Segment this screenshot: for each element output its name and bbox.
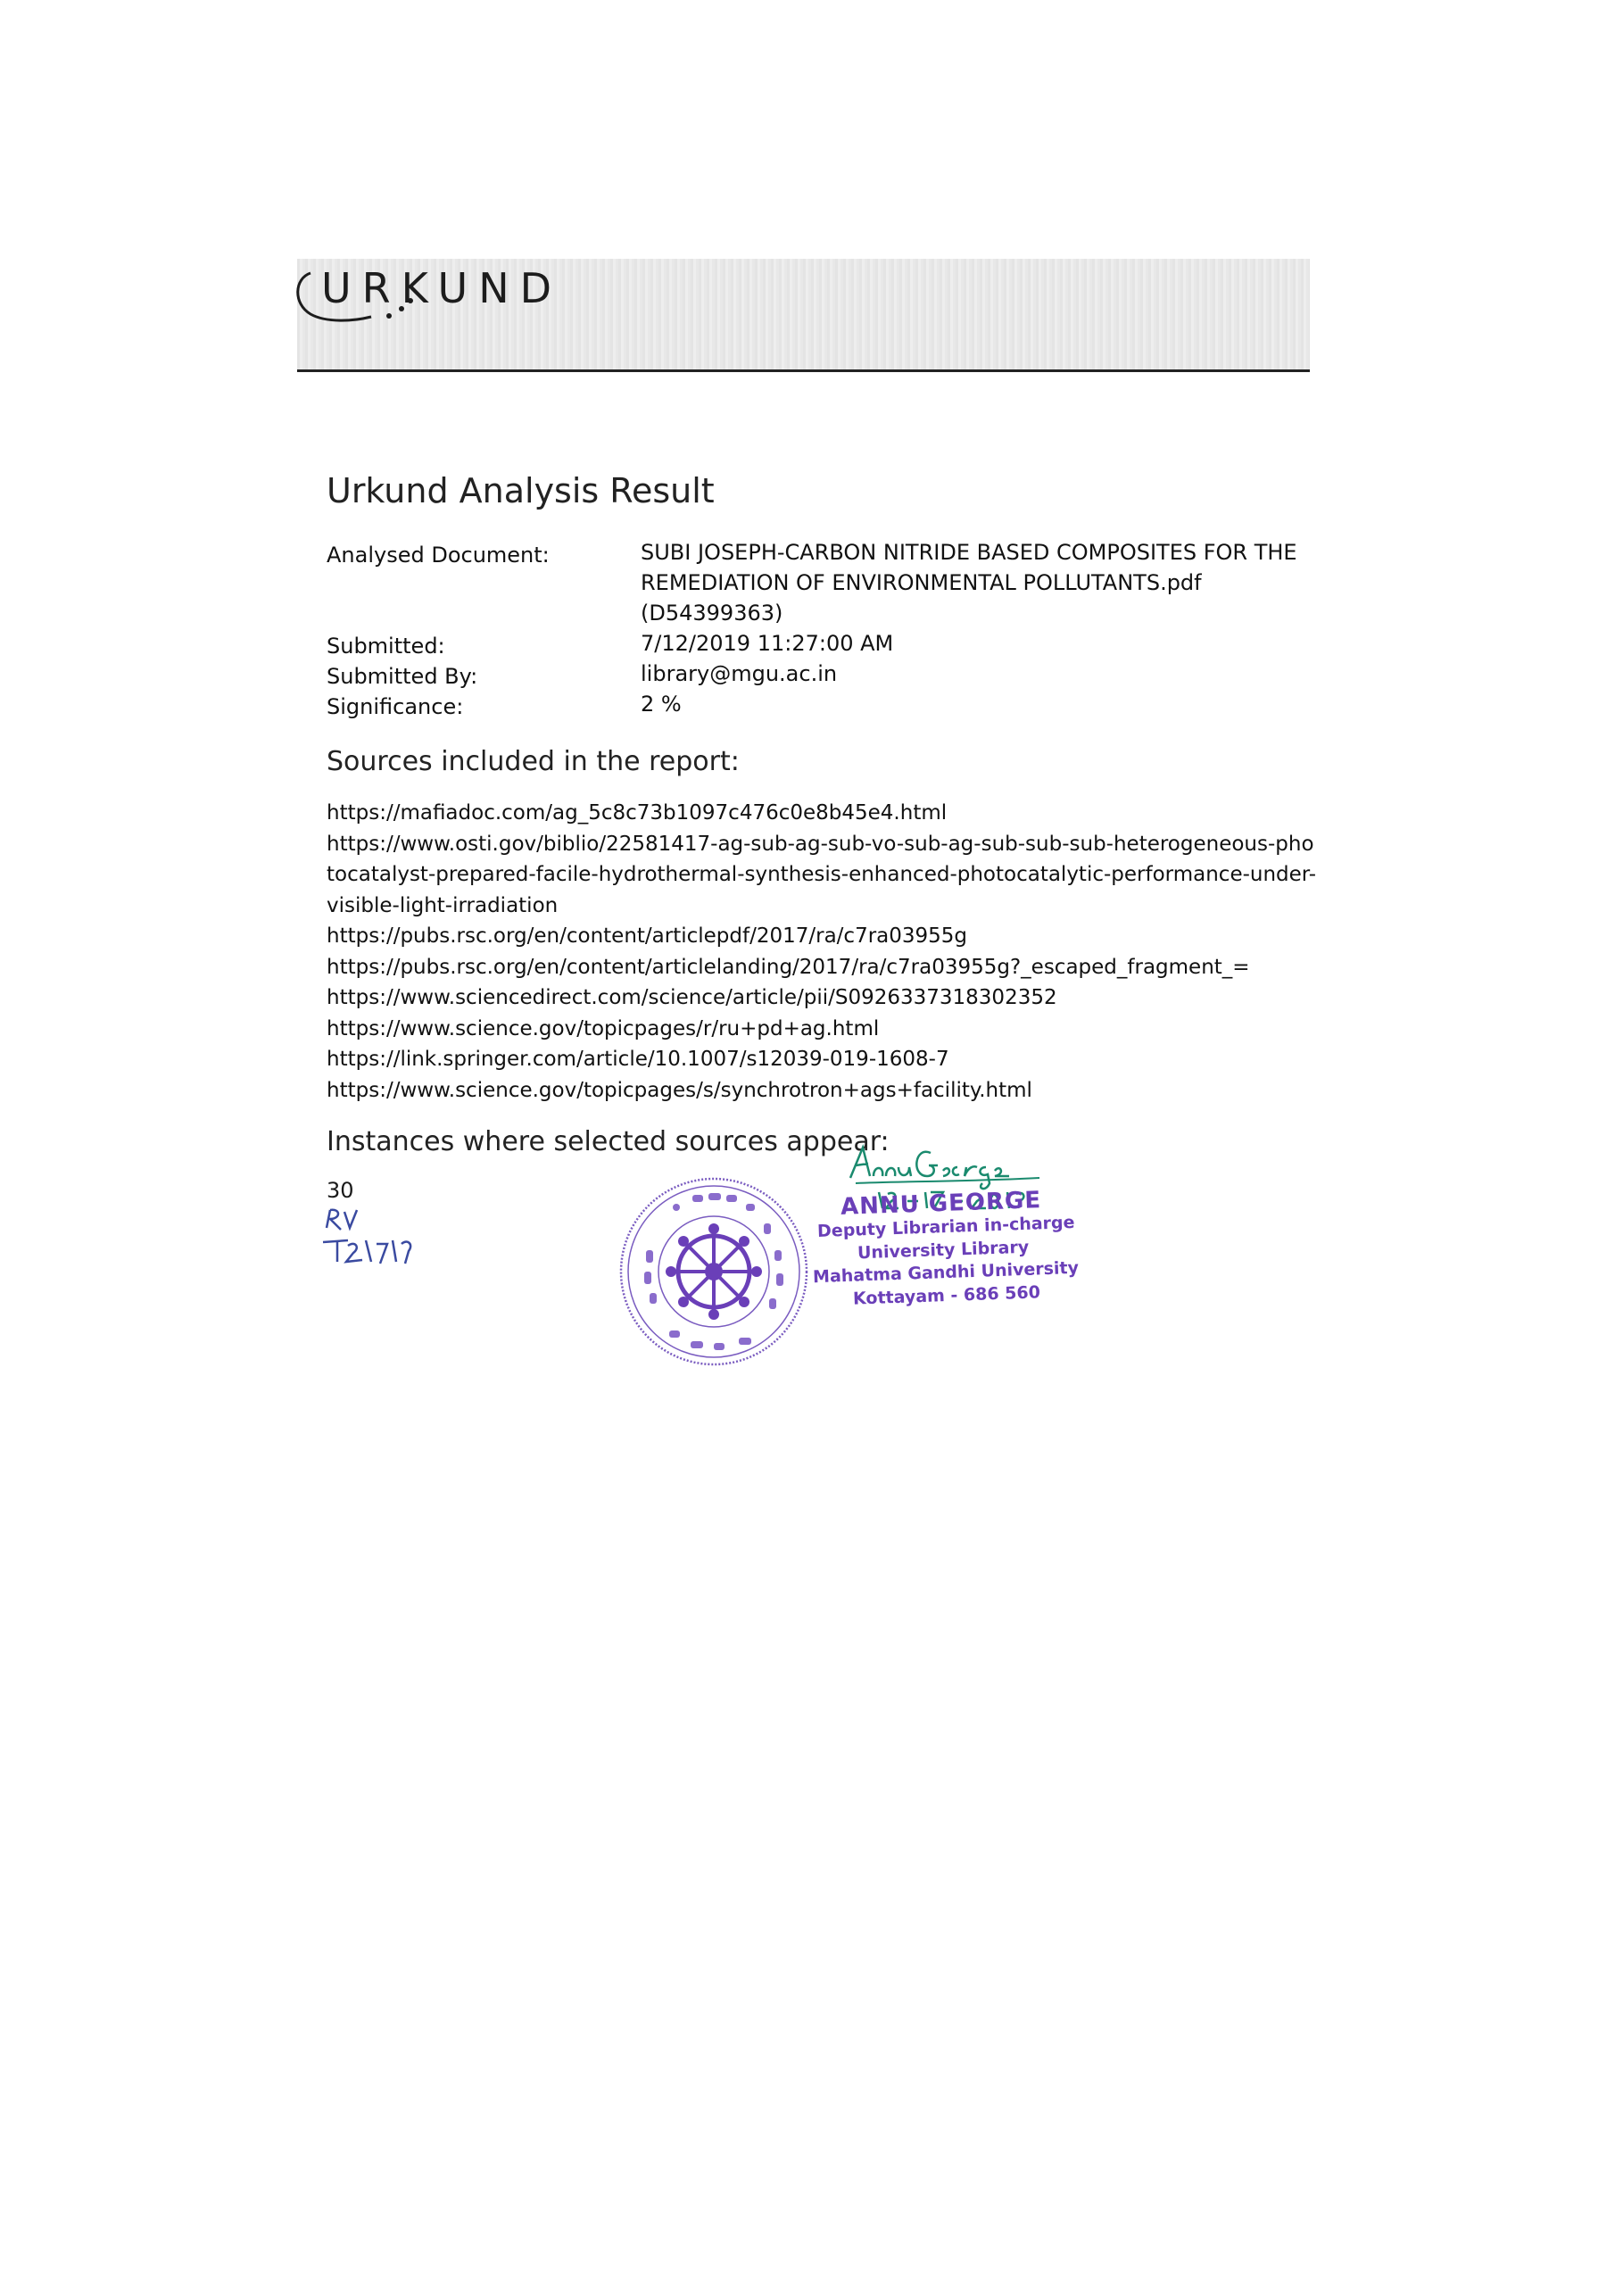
stamp-name: ANNU GEORGE xyxy=(840,1187,1042,1221)
stamp-designation: Deputy Librarian in-charge xyxy=(816,1212,1075,1242)
page-title: Urkund Analysis Result xyxy=(327,471,715,510)
submitted-by-label: Submitted By: xyxy=(327,664,478,689)
submitted-by-value: library@mgu.ac.in xyxy=(641,661,838,686)
source-link[interactable]: https://pubs.rsc.org/en/content/articlelanding/2017/ra/c7ra03955g?_escaped_fragment_= xyxy=(327,955,1250,979)
significance-value: 2 % xyxy=(641,692,682,717)
analysed-document-value: SUBI JOSEPH-CARBON NITRIDE BASED COMPOSITES FOR THE REMEDIATION OF ENVIRONMENTAL POLLUTANTS.pdf (D54399363) xyxy=(641,540,1297,626)
submitted-value: 7/12/2019 11:27:00 AM xyxy=(641,631,894,656)
submitted-label: Submitted: xyxy=(327,634,445,659)
source-link[interactable]: https://mafiadoc.com/ag_5c8c73b1097c476c0e8b45e4.html xyxy=(327,801,948,825)
source-link[interactable]: https://www.science.gov/topicpages/r/ru+pd+ag.html xyxy=(327,1016,880,1040)
sources-list xyxy=(327,798,1317,1106)
source-link[interactable]: https://www.osti.gov/biblio/22581417-ag-sub-ag-sub-vo-sub-ag-sub-sub-sub-heterogeneous-photocatalyst-prepared-facile-hydrothermal-synthesis-enhanced-photocatalytic-performance-under-visible-light-irradiation xyxy=(327,832,1317,917)
handwritten-initials-icon xyxy=(321,1205,419,1276)
sources-heading: Sources included in the report: xyxy=(327,746,740,777)
analysed-document-label: Analysed Document: xyxy=(327,543,550,568)
source-link[interactable]: https://pubs.rsc.org/en/content/articlepdf/2017/ra/c7ra03955g xyxy=(327,924,968,948)
source-link[interactable]: https://www.science.gov/topicpages/s/synchrotron+ags+facility.html xyxy=(327,1078,1032,1102)
stamp-office: University Library xyxy=(857,1237,1030,1264)
stamp-place: Kottayam - 686 560 xyxy=(852,1282,1041,1309)
instances-count: 30 xyxy=(327,1178,354,1203)
university-seal-icon xyxy=(616,1173,812,1370)
stamp-university: Mahatma Gandhi University xyxy=(812,1257,1080,1288)
source-link[interactable]: https://www.sciencedirect.com/science/article/pii/S0926337318302352 xyxy=(327,986,1057,1009)
urkund-logo: URKUND xyxy=(321,264,563,312)
header-divider xyxy=(297,369,1310,372)
source-link[interactable]: https://link.springer.com/article/10.1007/s12039-019-1608-7 xyxy=(327,1048,949,1071)
instances-heading: Instances where selected sources appear: xyxy=(327,1126,890,1157)
significance-label: Significance: xyxy=(327,694,464,719)
